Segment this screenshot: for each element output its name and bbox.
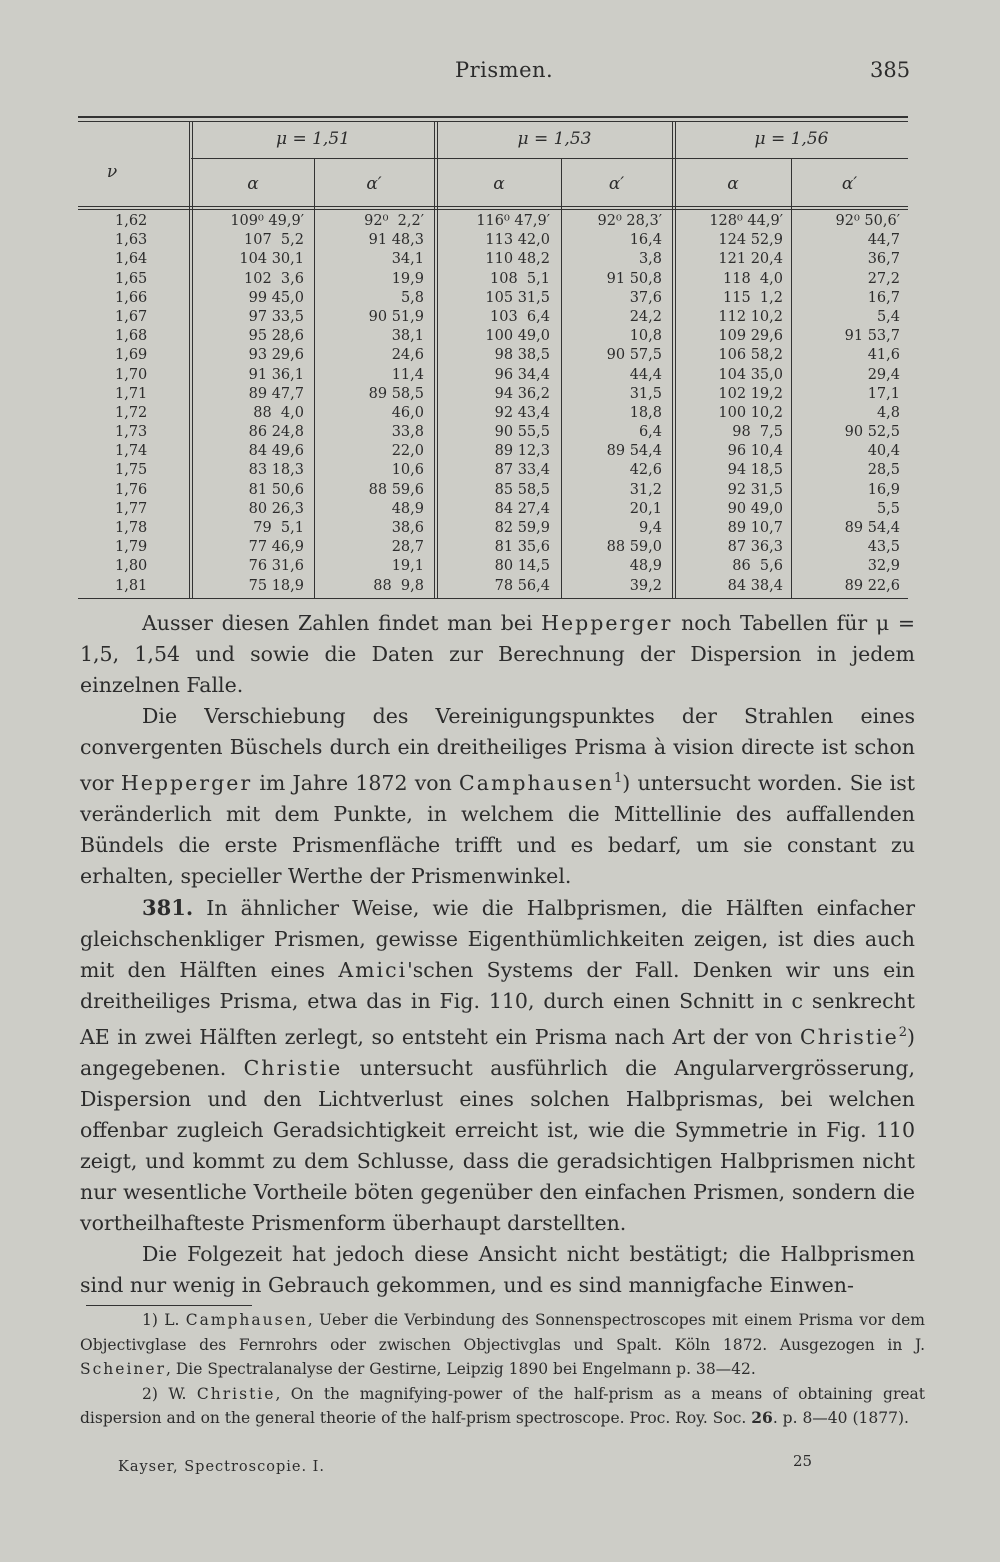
table-cell: 94 18,5 [727,462,783,479]
person-name: Hepperger [120,770,253,795]
table-cell: 42,6 [629,462,662,479]
table-cell: 76 31,6 [248,558,304,575]
table-cell: 97 33,5 [248,308,304,325]
table-cell: 39,2 [629,577,662,594]
table-cell: 20,1 [629,500,662,517]
alpha-156-column [678,212,783,596]
alpha-prime-151-column [318,212,424,596]
table-header-rule [78,206,908,207]
table-cell: 100 49,0 [485,328,550,345]
table-cell: 17,1 [867,385,900,402]
table-cell: 128⁰ 44,9′ [709,213,783,229]
table-cell: 106 58,2 [718,347,783,364]
table-cell: 40,4 [867,443,900,460]
table-cell: 86 5,6 [732,558,783,575]
table-cell: 92 43,4 [494,404,550,421]
table-cell: 41,6 [867,347,900,364]
table-cell: 10,6 [391,462,424,479]
table-cell: 36,7 [867,251,900,268]
table-cell: 4,8 [876,404,900,421]
table-row-label: 1,63 [115,232,148,249]
table-cell: 115 1,2 [723,289,783,306]
running-title: Prismen. [455,58,554,82]
table-row-label: 1,66 [115,289,148,306]
table-cell: 22,0 [391,443,424,460]
table-row-label: 1,67 [115,308,148,325]
table-cell: 96 34,4 [494,366,550,383]
alpha-prime-156-column [794,212,900,596]
person-name: Christie [243,1055,343,1080]
table-cell: 28,7 [391,539,424,556]
table-cell: 89 22,6 [844,577,900,594]
table-cell: 82 59,9 [494,520,550,536]
table-cell: 103 6,4 [490,308,550,325]
table-cell: 31,2 [629,481,662,498]
running-head [0,58,1000,88]
table-cell: 90 52,5 [844,424,900,441]
table-cell: 104 30,1 [239,251,304,268]
table-cell: 94 36,2 [494,385,550,402]
table-cell: 121 20,4 [718,251,783,268]
column-divider [189,121,190,599]
nu-header: ν [106,162,118,182]
sheet-number: 25 [793,1452,813,1470]
table-cell: 80 14,5 [494,558,550,575]
table-cell: 83 18,3 [248,462,304,479]
table-cell: 33,8 [391,424,424,441]
table-cell: 44,4 [629,366,662,383]
person-name: Scheiner [80,1360,166,1378]
table-cell: 88 9,8 [373,577,424,594]
footnote-1 [80,1308,925,1382]
table-cell: 27,2 [867,270,900,287]
table-cell: 75 18,9 [248,577,304,594]
table-cell: 88 59,0 [606,539,662,556]
table-row-label: 1,72 [115,404,148,421]
person-name: Christie [800,1024,899,1049]
sub-header-alpha: α [727,174,739,194]
text-run: 'schen Systems der Fall. Denken wir uns ein dreitheiliges Prisma, etwa das in Fig. 110, durch einen Schnitt in c senkrecht AE in zwei Hälften zerlegt, so entsteht ein Prisma nach Art der von [80,957,915,1049]
text-run: ) untersucht worden. Sie ist veränderlich mit dem Punkte, in welchem die Mittellinie des auffallenden Bündels die erste Prismenfläche trifft und es bedarf, um sie constant zu erhalten, specieller Werthe der Prismenwinkel. [80,770,915,888]
paragraph [80,608,915,701]
table-cell: 109⁰ 49,9′ [230,213,304,229]
table-cell: 91 36,1 [248,366,304,383]
table-cell: 98 38,5 [494,347,550,364]
section-number: 381. [142,894,194,920]
person-name: Camphausen [185,1311,308,1329]
table-cell: 92⁰ 28,3′ [597,213,662,229]
table-cell: 93 29,6 [248,347,304,364]
table-cell: 89 58,5 [368,385,424,402]
table-cell: 89 10,7 [727,520,783,536]
table-cell: 99 45,0 [248,289,304,306]
table-cell: 28,5 [867,462,900,479]
table-cell: 89 54,4 [844,520,900,536]
table-cell: 48,9 [391,500,424,517]
group-header-153: μ = 1,53 [517,129,592,149]
table-cell: 6,4 [638,424,662,441]
text-run: , On the magnifying-power of the half-prism as a means of obtaining great dispersion and on the general theorie of the half-prism spectroscope. Proc. Roy. Soc. [80,1384,926,1427]
table-cell: 3,8 [638,251,662,268]
table-cell: 38,1 [391,328,424,345]
alpha-153-column [440,212,550,596]
table-cell: 5,8 [400,289,424,306]
table-cell: 112 10,2 [718,308,783,325]
table-row-label: 1,69 [115,347,148,364]
table-cell: 89 47,7 [248,385,304,402]
table-cell: 102 19,2 [718,385,783,402]
table-cell: 89 12,3 [494,443,550,460]
table-bottom-rule [78,598,908,599]
column-divider [672,121,673,599]
paragraph [80,701,915,892]
table-cell: 90 49,0 [727,500,783,517]
table-cell: 92⁰ 2,2′ [364,213,424,229]
table-cell: 104 35,0 [718,366,783,383]
table-cell: 31,5 [629,385,662,402]
signature-line: Kayser, Spectroscopie. I. [118,1459,326,1475]
table-header-rule-thin [78,209,908,210]
table-cell: 85 58,5 [494,481,550,498]
table-cell: 24,6 [391,347,424,364]
table-cell: 95 28,6 [248,328,304,345]
table-cell: 19,1 [391,558,424,575]
table-cell: 113 42,0 [485,232,550,249]
table-cell: 19,9 [391,270,424,287]
column-divider [314,159,315,599]
column-divider [434,121,435,599]
table-row-label: 1,68 [115,328,148,345]
footnotes [80,1308,925,1431]
text-run: Ausser diesen Zahlen findet man bei [142,611,542,635]
table-cell: 91 53,7 [844,328,900,345]
footnote-2 [80,1382,925,1431]
table-cell: 90 51,9 [368,308,424,325]
table-cell: 78 56,4 [494,577,550,594]
text-run: 1) L. [142,1311,186,1329]
table-cell: 90 55,5 [494,424,550,441]
table-cell: 88 4,0 [253,404,304,421]
table-top-rule-thin [78,121,908,122]
table-cell: 37,6 [629,289,662,306]
table-cell: 32,9 [867,558,900,575]
table-cell: 98 7,5 [732,424,783,441]
sub-header-alpha: α [247,174,259,194]
table-cell: 107 5,2 [244,232,304,249]
table-cell: 91 48,3 [368,232,424,249]
table-cell: 44,7 [867,232,900,249]
table-cell: 5,4 [876,308,900,325]
table-cell: 11,4 [391,366,424,383]
volume-number: 26 [751,1408,773,1427]
table-cell: 87 36,3 [727,539,783,556]
table-cell: 5,5 [876,500,900,517]
table-row-label: 1,62 [115,213,148,229]
table-cell: 16,9 [867,481,900,498]
footnote-marker: 1 [613,771,623,786]
table-row-label: 1,79 [115,539,148,556]
text-run: , Ueber die Verbindung des Sonnenspectroscopes mit einem Prisma vor dem Objectivglase des Fernrohrs oder zwischen Objectivglas und Spalt. Köln 1872. Ausgezogen in J. [80,1311,926,1354]
table-cell: 91 50,8 [606,270,662,287]
table-cell: 81 50,6 [248,481,304,498]
person-name: Christie [196,1384,276,1403]
paragraph: Die Folgezeit hat jedoch diese Ansicht nicht bestätigt; die Halbprismen sind nur wenig in Gebrauch gekommen, und es sind mannigfache Einwen- [80,1241,915,1297]
sub-header-alpha-prime: α′ [366,174,382,194]
table-cell: 100 10,2 [718,404,783,421]
table-cell: 102 3,6 [244,270,304,287]
person-name: Hepperger [541,611,673,635]
alpha-151-column [198,212,304,596]
table-cell: 77 46,9 [248,539,304,556]
table-cell: 18,8 [629,404,662,421]
table-cell: 118 4,0 [723,270,783,287]
table-cell: 48,9 [629,558,662,575]
table-cell: 124 52,9 [718,232,783,249]
table-row-label: 1,74 [115,443,148,460]
table-cell: 105 31,5 [485,289,550,306]
table-top-rule [78,116,908,118]
page-number: 385 [870,58,911,82]
table-cell: 92 31,5 [727,481,783,498]
table-row-label: 1,71 [115,385,148,402]
table-row-label: 1,64 [115,251,148,268]
table-cell: 80 26,3 [248,500,304,517]
table-cell: 24,2 [629,308,662,325]
table-row-label: 1,81 [115,577,148,594]
table-cell: 92⁰ 50,6′ [835,213,900,229]
column-divider [561,159,562,599]
text-run: ) angegebenen. [80,1024,915,1080]
table-cell: 96 10,4 [727,443,783,460]
text-run: , Die Spectralanalyse der Gestirne, Leipzig 1890 bei Engelmann p. 38—42. [165,1360,756,1378]
table-cell: 86 24,8 [248,424,304,441]
table-row-label: 1,76 [115,481,148,498]
alpha-prime-153-column [564,212,662,596]
table-cell: 9,4 [638,520,662,536]
table-cell: 84 38,4 [727,577,783,594]
table-cell: 87 33,4 [494,462,550,479]
refraction-table [78,116,908,606]
table-cell: 84 27,4 [494,500,550,517]
footnote-marker: 2 [898,1024,907,1040]
table-row-label: 1,77 [115,500,148,517]
table-cell: 108 5,1 [490,270,550,287]
sub-header-alpha: α [493,174,505,194]
table-cell: 43,5 [867,539,900,556]
text-run: . p. 8—40 (1877). [772,1409,909,1427]
group-header-156: μ = 1,56 [754,129,829,149]
column-divider [791,159,792,599]
footnote-rule [86,1305,252,1306]
table-row-label: 1,78 [115,520,148,536]
person-name: Amici [338,957,408,982]
table-cell: 29,4 [867,366,900,383]
text-run: untersucht ausführlich die Angularvergrösserung, Dispersion und den Lichtverlust eines solchen Halbprismas, bei welchen offenbar zugleich Geradsichtigkeit erreicht ist, wie die Symmetrie in Fig. 110 zeigt, und kommt zu dem Schlusse, dass die geradsichtigen Halbprismen nicht nur wesentliche Vortheile böten gegenüber den einfachen Prismen, sondern die vortheilhafteste Prismenform überhaupt darstellten. [80,1055,915,1235]
table-cell: 88 59,6 [368,481,424,498]
group-header-151: μ = 1,51 [276,129,350,149]
table-cell: 46,0 [391,404,424,421]
text-run: In ähnlicher Weise, wie die Halbprismen, die Hälften einfacher gleichschenkliger Prismen, gewisse Eigenthümlichkeiten zeigen, ist dies auch mit den Hälften eines [80,895,915,982]
table-cell: 110 48,2 [485,251,550,268]
paragraph [80,892,915,1239]
nu-column [115,212,175,596]
table-cell: 109 29,6 [718,328,783,345]
table-cell: 79 5,1 [253,520,304,536]
table-row-label: 1,75 [115,462,148,479]
table-cell: 90 57,5 [606,347,662,364]
text-run: noch Tabellen für μ = 1,5, 1,54 und sowie die Daten zur Berechnung der Dispersion in jedem einzelnen Falle. [80,611,916,697]
table-cell: 84 49,6 [248,443,304,460]
table-row-label: 1,70 [115,366,148,383]
sub-header-alpha-prime: α′ [608,174,625,194]
text-run: 2) W. [142,1384,197,1403]
table-cell: 38,6 [391,520,424,536]
person-name: Camphausen [459,770,614,795]
table-cell: 89 54,4 [606,443,662,460]
table-cell: 10,8 [629,328,662,345]
table-cell: 116⁰ 47,9′ [476,213,550,229]
table-cell: 81 35,6 [494,539,550,556]
sub-header-alpha-prime: α′ [841,174,858,194]
text-run: im Jahre 1872 von [252,770,460,795]
table-row-label: 1,80 [115,558,148,575]
table-row-label: 1,73 [115,424,148,441]
body-text [80,608,915,1301]
table-cell: 34,1 [391,251,424,268]
table-row-label: 1,65 [115,270,148,287]
text-run: Die Verschiebung des Vereinigungspunktes der Strahlen eines convergenten Büschels durch ein dreitheiliges Prisma à vision directe ist schon vor [80,704,915,795]
table-cell: 16,4 [629,232,662,249]
table-cell: 16,7 [867,289,900,306]
group-header-rule [191,158,908,159]
